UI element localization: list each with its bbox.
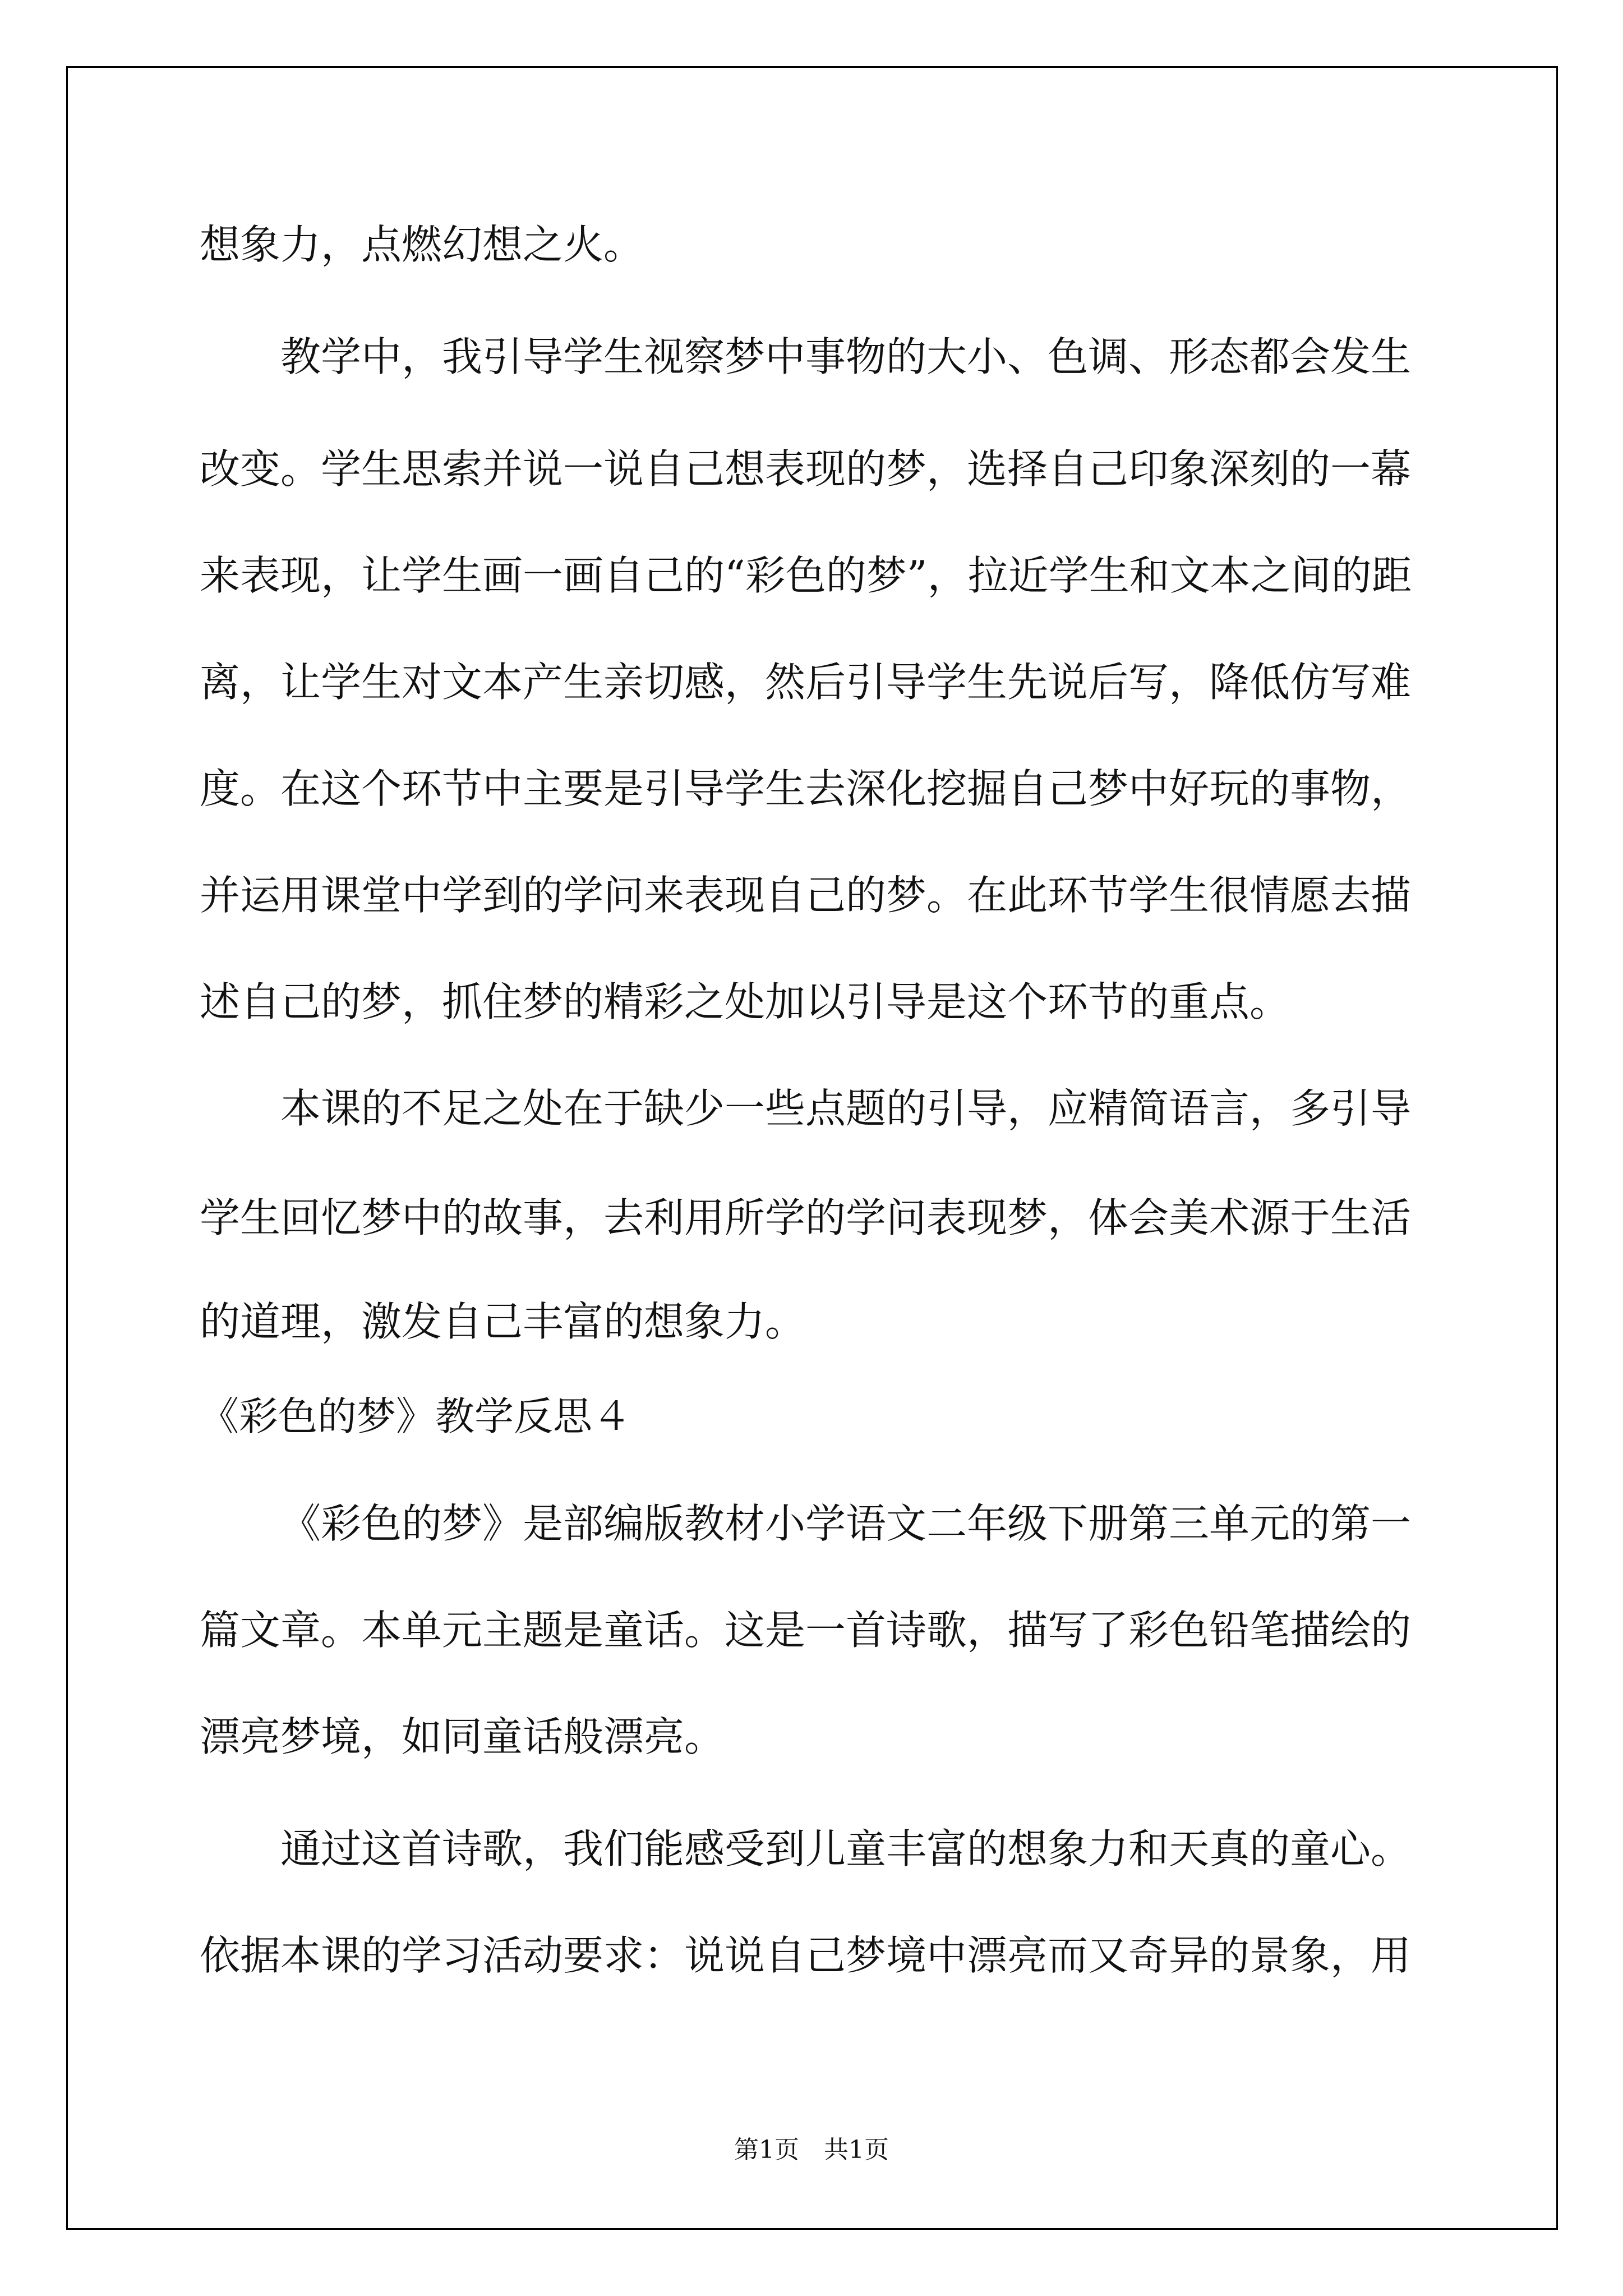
text-line-15: 通过这首诗歌，我们能感受到儿童丰富的想象力和天真的童心。 <box>280 1825 1412 1872</box>
text-line-1: 想象力，点燃幻想之火。 <box>200 221 644 268</box>
section-heading: 《彩色的梦》教学反思４ <box>200 1393 631 1439</box>
text-line-2: 教学中，我引导学生视察梦中事物的大小、色调、形态都会发生 <box>280 333 1412 380</box>
text-line-16: 依据本课的学习活动要求：说说自己梦境中漂亮而又奇异的景象，用 <box>200 1932 1412 1979</box>
text-line-6: 度。在这个环节中主要是引导学生去深化挖掘自己梦中好玩的事物， <box>200 765 1412 812</box>
text-line-14: 漂亮梦境，如同童话般漂亮。 <box>200 1713 725 1760</box>
text-line-8: 述自己的梦，抓住梦的精彩之处加以引导是这个环节的重点。 <box>200 978 1290 1025</box>
text-line-12: 《彩色的梦》是部编版教材小学语文二年级下册第三单元的第一 <box>280 1500 1412 1547</box>
text-line-3: 改变。学生思索并说一说自己想表现的梦，选择自己印象深刻的一幕 <box>200 445 1412 493</box>
text-line-10: 学生回忆梦中的故事，去利用所学的学问表现梦，体会美术源于生活 <box>200 1194 1412 1241</box>
text-line-7: 并运用课堂中学到的学问来表现自己的梦。在此环节学生很情愿去描 <box>200 872 1412 919</box>
text-line-9: 本课的不足之处在于缺少一些点题的引导，应精简语言，多引导 <box>280 1085 1412 1132</box>
page-border <box>66 66 1558 2230</box>
text-line-5: 离，让学生对文本产生亲切感，然后引导学生先说后写，降低仿写难 <box>200 659 1412 706</box>
text-line-4: 来表现，让学生画一画自己的“彩色的梦”，拉近学生和文本之间的距 <box>200 552 1412 599</box>
text-line-11: 的道理，激发自己丰富的想象力。 <box>200 1298 806 1345</box>
text-line-13: 篇文章。本单元主题是童话。这是一首诗歌，描写了彩色铅笔描绘的 <box>200 1607 1412 1654</box>
page-footer: 第1页 共1页 <box>734 2136 889 2164</box>
